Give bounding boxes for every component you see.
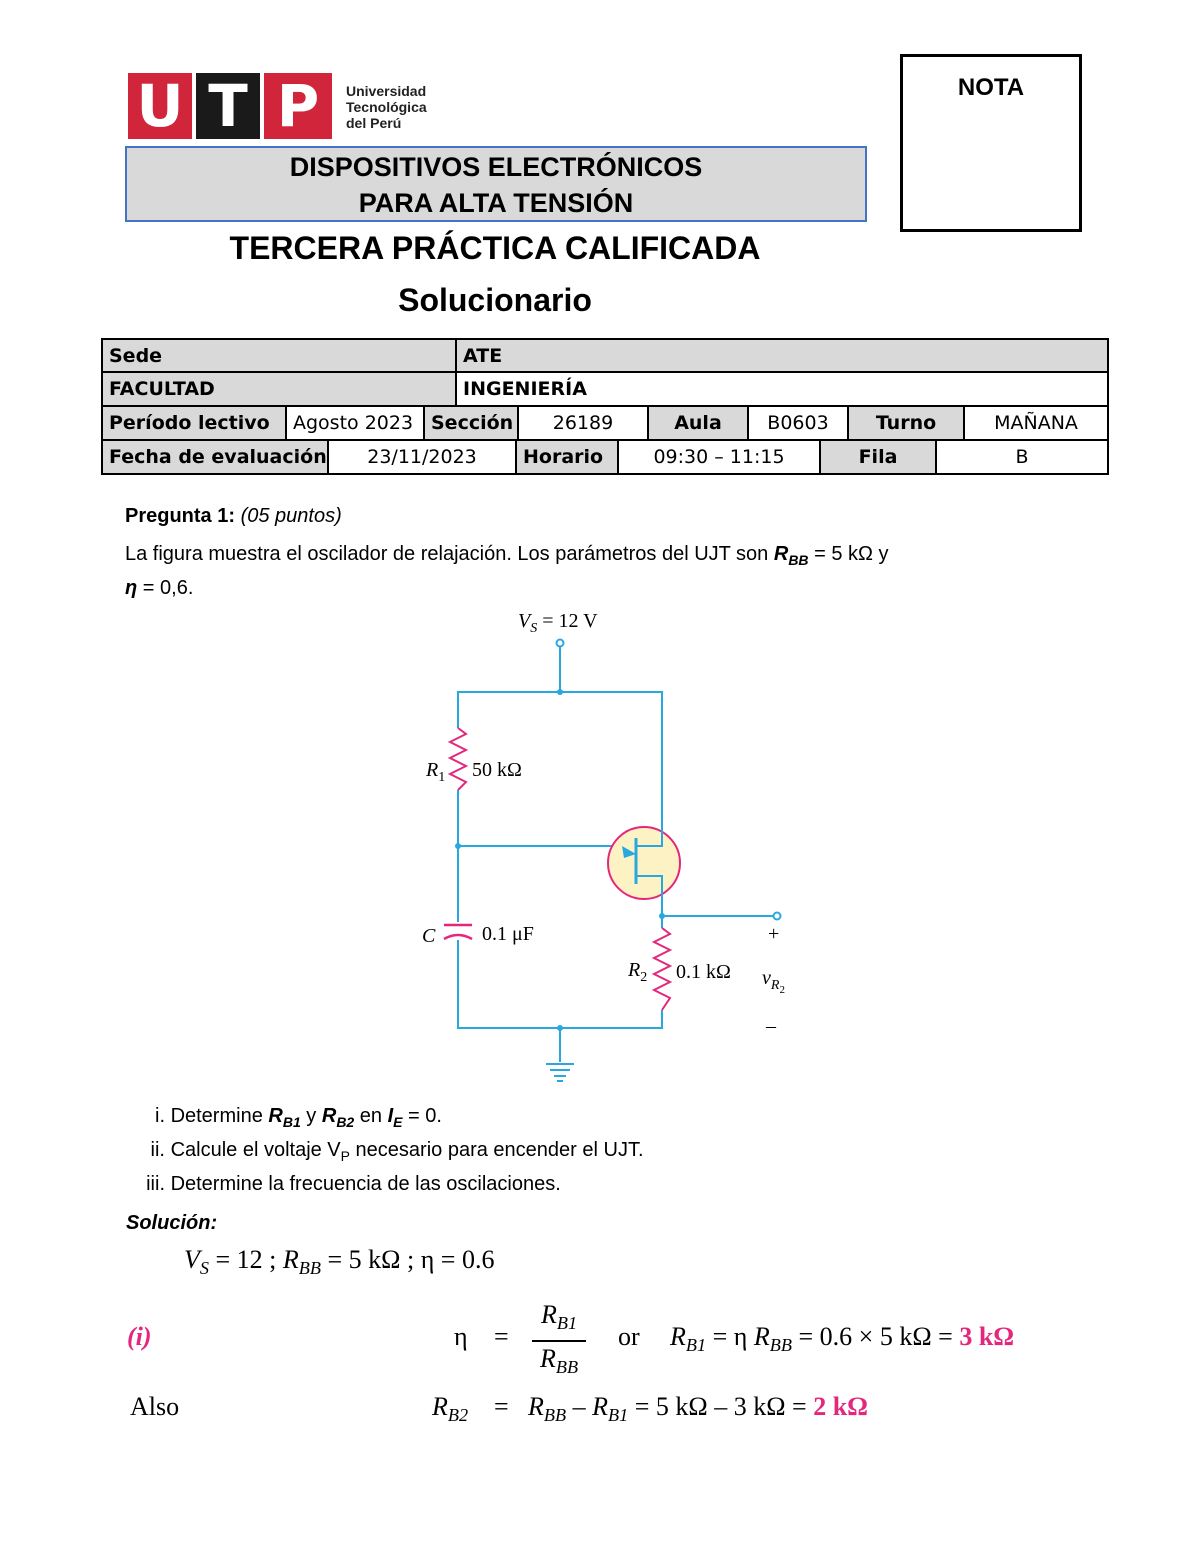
rb2-lhs: $R_{B2}$ — [432, 1392, 469, 1426]
r1-resistor — [450, 728, 466, 790]
plus-sign: + — [768, 923, 780, 945]
equals-sign: = — [494, 1392, 509, 1421]
logo-university-name: Universidad Tecnológica del Perú — [346, 83, 427, 131]
capacitor — [444, 925, 472, 939]
vr2-label: $v_{R2}$ — [762, 967, 785, 996]
table-row — [101, 373, 1109, 407]
solution-label: Solución: — [126, 1212, 218, 1234]
seccion-label: Sección — [423, 407, 517, 439]
c-value: 0.1 μF — [482, 923, 534, 945]
facultad-label: FACULTAD — [103, 373, 455, 405]
table-row — [101, 338, 1109, 373]
list-item: i. Determine $R_{B1}$ y $R_{B2}$ en $I_E = 0$. — [155, 1105, 442, 1130]
question-text: La figura muestra el oscilador de relajación. Los parámetros del UJT son $R_{BB} = 5$ kΩ y η = 0,6. — [125, 543, 889, 599]
vs-label: $V_S = 12$ V — [518, 610, 598, 636]
fraction-bar — [532, 1340, 586, 1342]
fraction-denominator: $R_{BB}$ — [539, 1344, 579, 1378]
table-row — [101, 407, 1109, 441]
r2-label: $R_2$ — [628, 959, 648, 985]
junction-dot — [557, 689, 563, 695]
eta-symbol: η — [454, 1322, 468, 1351]
r2-resistor — [654, 928, 670, 1010]
facultad-value: INGENIERÍA — [455, 373, 1107, 405]
table-row — [101, 441, 1109, 475]
ground-icon — [546, 1064, 574, 1081]
seccion-value: 26189 — [517, 407, 647, 439]
fila-label: Fila — [819, 441, 935, 473]
exam-title: TERCERA PRÁCTICA CALIFICADA — [229, 230, 761, 266]
fila-value: B — [935, 441, 1107, 473]
horario-value: 09:30 – 11:15 — [617, 441, 819, 473]
course-title-box — [125, 146, 867, 222]
also-label: Also — [130, 1392, 180, 1421]
question-items — [125, 1102, 644, 1198]
rb1-calculation: $R_{B1} = \eta$ $R_{BB} = 0.6 \times 5$ kΩ = 3 kΩ — [670, 1322, 1015, 1356]
output-terminal — [774, 913, 781, 920]
junction-dot — [455, 843, 461, 849]
rb1-result: 3 kΩ — [959, 1322, 1015, 1351]
aula-label: Aula — [647, 407, 747, 439]
question-heading: Pregunta 1: (05 puntos) — [125, 505, 342, 527]
fraction-numerator: $R_{B1}$ — [540, 1300, 578, 1334]
equals-sign: = — [494, 1322, 509, 1351]
grade-box — [900, 54, 1082, 232]
horario-label: Horario — [515, 441, 617, 473]
course-line-1: DISPOSITIVOS ELECTRÓNICOS — [289, 152, 703, 182]
or-word: or — [618, 1322, 640, 1351]
logo-letter-t: T — [196, 73, 260, 139]
periodo-label: Período lectivo — [103, 407, 285, 439]
rb2-calculation: $R_{BB} - R_{B1} = 5$ kΩ – 3 kΩ = 2 kΩ — [528, 1392, 868, 1426]
r2-value: 0.1 kΩ — [676, 961, 731, 983]
relaxation-oscillator-circuit — [400, 600, 820, 1090]
r1-value: 50 kΩ — [472, 759, 522, 781]
turno-value: MAÑANA — [963, 407, 1107, 439]
logo-letter-p: P — [264, 73, 332, 139]
sede-value: ATE — [455, 340, 1107, 371]
sede-label: Sede — [103, 340, 455, 371]
turno-label: Turno — [847, 407, 963, 439]
rb2-result: 2 kΩ — [813, 1392, 868, 1421]
periodo-value: Agosto 2023 — [285, 407, 423, 439]
ujt-transistor — [608, 827, 680, 900]
c-label: C — [422, 925, 436, 947]
exam-subtitle: Solucionario — [398, 282, 592, 318]
list-item: ii. Calcule el voltaje $V_P$ necesario para encender el UJT. — [150, 1139, 644, 1164]
fecha-value: 23/11/2023 — [327, 441, 515, 473]
list-item: iii. Determine la frecuencia de las oscilaciones. — [146, 1173, 561, 1195]
part-i-label: (i) — [127, 1322, 152, 1351]
course-line-2: PARA ALTA TENSIÓN — [358, 188, 634, 218]
aula-value: B0603 — [747, 407, 847, 439]
given-values-equation: $V_S = 12$ ; $R_{BB} = 5$ kΩ ; η = 0.6 — [184, 1245, 495, 1279]
exam-info-table — [101, 338, 1109, 475]
r1-label: $R_1$ — [426, 759, 446, 785]
logo-letter-u: U — [128, 73, 192, 139]
junction-dot — [659, 913, 665, 919]
fecha-label: Fecha de evaluación — [103, 441, 327, 473]
utp-logo — [128, 73, 448, 139]
grade-label: NOTA — [957, 74, 1025, 101]
vs-terminal — [557, 640, 564, 647]
minus-sign: – — [766, 1015, 776, 1037]
junction-dot — [557, 1025, 563, 1031]
